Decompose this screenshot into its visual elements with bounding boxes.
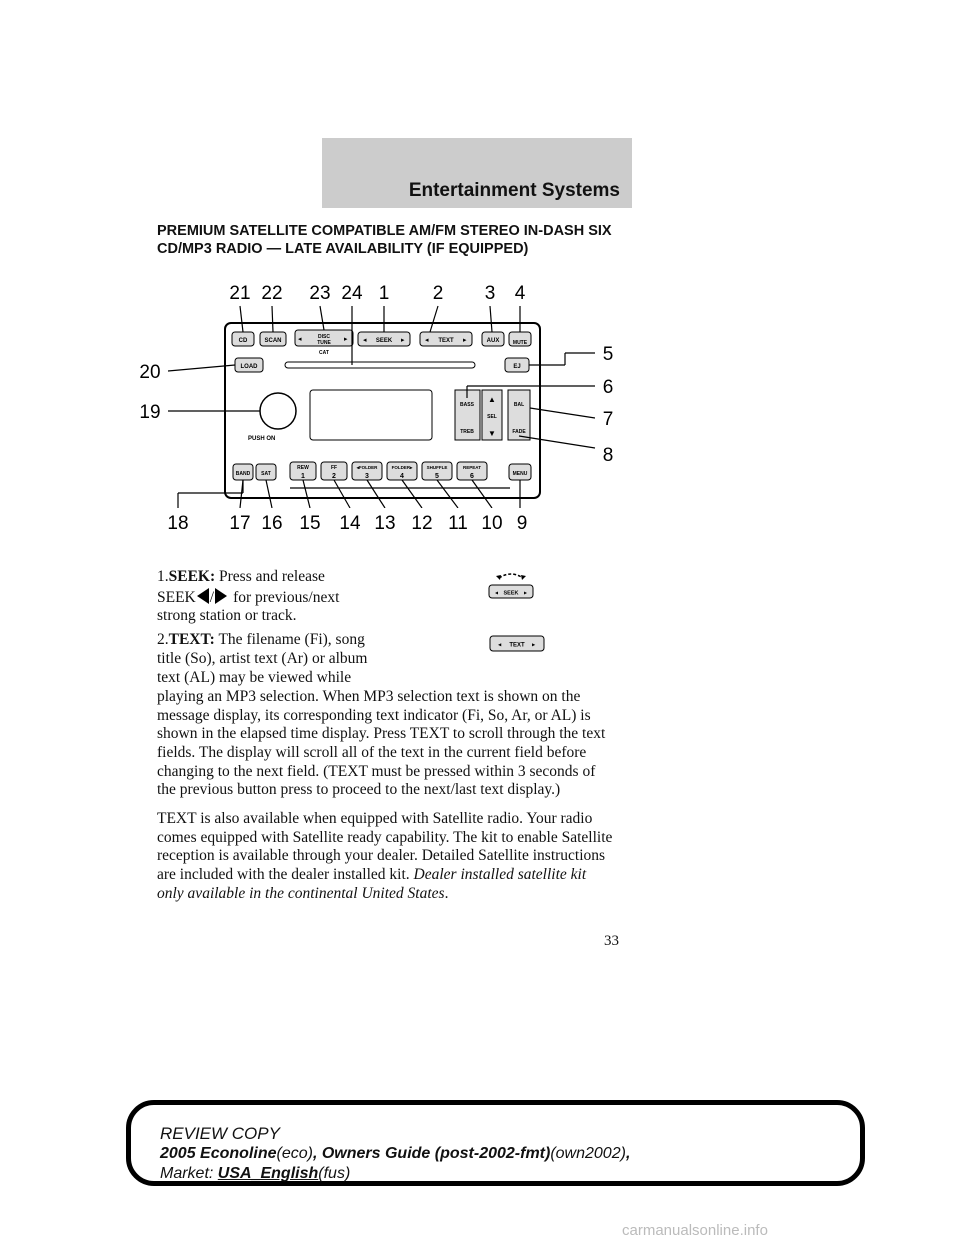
para3-line5-end: . <box>444 885 449 902</box>
callout-22: 22 <box>261 283 283 304</box>
item2-line7: fields. The display will scroll all of the text in the current field before <box>157 744 587 761</box>
callout-16: 16 <box>261 513 283 534</box>
footer-model-line <box>160 1145 630 1163</box>
svg-text:▸: ▸ <box>401 337 405 344</box>
svg-text:▸: ▸ <box>524 590 528 597</box>
disc-button: DISC <box>318 334 330 340</box>
item2-line4: playing an MP3 selection. When MP3 selection text is shown on the <box>157 688 581 705</box>
item2-line3: text (AL) may be viewed while <box>157 669 352 686</box>
para3-line2: comes equipped with Satellite ready capability. The kit to enable Satellite <box>157 829 613 846</box>
callout-6: 6 <box>602 377 614 398</box>
item1-slash: / <box>209 589 215 606</box>
section-heading-line1: PREMIUM SATELLITE COMPATIBLE AM/FM STEREO IN-DASH SIX <box>157 223 612 239</box>
para3-line5 <box>157 885 448 904</box>
callout-3: 3 <box>484 283 496 304</box>
item1-line2 <box>157 588 339 608</box>
seek-button-icon <box>487 570 535 600</box>
preset-1: 1 <box>301 473 305 480</box>
shuffle-label: SHUFFLE <box>426 465 448 470</box>
preset-6: 6 <box>470 473 474 480</box>
para3-line4 <box>157 866 586 885</box>
item2-line8: changing to the next field. (TEXT must be pressed within 3 seconds of <box>157 763 596 780</box>
callout-9: 9 <box>516 513 528 534</box>
cat-label: CAT <box>319 350 329 356</box>
push-on-label: PUSH ON <box>248 436 276 442</box>
text-button-icon <box>489 635 545 653</box>
eject-button: EJ <box>513 364 521 370</box>
svg-text:SEEK: SEEK <box>503 590 519 597</box>
header-band <box>322 138 632 208</box>
preset-5: 5 <box>435 473 439 480</box>
footer-guide-code: (own2002) <box>550 1145 626 1162</box>
section-heading <box>157 222 647 258</box>
svg-text:◂: ◂ <box>495 590 499 597</box>
callout-19: 19 <box>139 402 161 423</box>
footer-market: USA_English <box>217 1165 319 1182</box>
item1-line3: strong station or track. <box>157 607 297 624</box>
watermark-text: carmanualsonline.info <box>622 1222 768 1239</box>
item2-label: TEXT: <box>168 631 215 648</box>
callout-10: 10 <box>481 513 503 534</box>
callout-15: 15 <box>299 513 321 534</box>
svg-text:◂: ◂ <box>298 336 302 343</box>
callout-4: 4 <box>514 283 526 304</box>
ff-label: FF <box>330 465 338 471</box>
load-button: LOAD <box>240 364 258 370</box>
radio-faceplate-diagram <box>130 268 630 548</box>
footer-model-code: (eco) <box>276 1145 313 1162</box>
para3-line1: TEXT is also available when equipped with Satellite radio. Your radio <box>157 810 593 827</box>
svg-text:▸: ▸ <box>344 336 348 343</box>
text-button: TEXT <box>438 338 454 344</box>
preset-4: 4 <box>400 473 404 480</box>
callout-20: 20 <box>139 362 161 383</box>
callout-17: 17 <box>229 513 251 534</box>
bal-label: BAL <box>513 402 525 408</box>
folder-right-label: FOLDER▸ <box>391 465 413 470</box>
svg-text:▼: ▼ <box>488 429 496 438</box>
callout-7: 7 <box>602 409 614 430</box>
para3-line5-text: only available in the continental United States <box>157 885 445 902</box>
svg-text:◂: ◂ <box>425 337 429 344</box>
scan-button: SCAN <box>264 338 282 344</box>
tune-button: TUNE <box>317 340 331 346</box>
callout-11: 11 <box>448 513 468 534</box>
callout-23: 23 <box>309 283 331 304</box>
item2-number: 2. <box>157 631 169 648</box>
footer-market-line <box>160 1165 350 1183</box>
item1-line1 <box>157 568 325 587</box>
item1-text-a: Press and release <box>219 568 325 585</box>
preset-2: 2 <box>332 473 336 480</box>
item1-text-b: for previous/next <box>233 589 340 606</box>
footer-market-code: (fus) <box>318 1165 351 1182</box>
seek-forward-arrow-icon <box>215 588 227 604</box>
mute-button: MUTE <box>512 340 528 346</box>
bass-label: BASS <box>460 402 474 408</box>
svg-text:▸: ▸ <box>532 641 536 649</box>
section-title: Entertainment Systems <box>408 180 620 201</box>
callout-2: 2 <box>432 283 444 304</box>
callout-12: 12 <box>411 513 433 534</box>
section-heading-line2: CD/MP3 RADIO — LATE AVAILABILITY (IF EQUIPPED) <box>157 241 529 257</box>
item2-line1-text: The filename (Fi), song <box>218 631 365 648</box>
svg-text:◂: ◂ <box>498 641 502 649</box>
svg-text:TEXT: TEXT <box>509 642 525 649</box>
callout-13: 13 <box>374 513 396 534</box>
svg-text:▲: ▲ <box>488 395 496 404</box>
para3-line3: reception is available through your dealer. Detailed Satellite instructions <box>157 847 606 864</box>
item1-seek-word: SEEK <box>157 589 196 606</box>
sel-label: SEL <box>487 414 497 420</box>
callout-21: 21 <box>229 283 251 304</box>
page-number: 33 <box>604 933 619 949</box>
fade-label: FADE <box>512 429 526 435</box>
callout-14: 14 <box>339 513 361 534</box>
callout-8: 8 <box>602 445 614 466</box>
sat-button: SAT <box>261 471 271 477</box>
menu-button: MENU <box>512 471 528 477</box>
svg-text:◂: ◂ <box>363 337 367 344</box>
svg-text:▸: ▸ <box>463 337 467 344</box>
footer-review-copy: REVIEW COPY <box>160 1124 280 1143</box>
item2-line9: the previous button press to proceed to the next/last text display.) <box>157 781 561 798</box>
para3-line4b: Dealer installed satellite kit <box>413 866 587 883</box>
repeat-label: REPEAT <box>463 465 481 470</box>
footer-guide: , Owners Guide (post-2002-fmt) <box>312 1145 551 1162</box>
footer-comma: , <box>625 1145 631 1162</box>
treb-label: TREB <box>460 429 474 435</box>
folder-left-label: ◂FOLDER <box>356 465 378 470</box>
callout-24: 24 <box>341 283 363 304</box>
item2-line5: message display, its corresponding text indicator (Fi, So, Ar, or AL) is <box>157 707 591 724</box>
preset-3: 3 <box>365 473 369 480</box>
footer-model: 2005 Econoline <box>160 1145 277 1162</box>
item1-number: 1. <box>157 568 169 585</box>
cd-button: CD <box>238 338 248 344</box>
aux-button: AUX <box>486 338 500 344</box>
callout-1: 1 <box>378 283 390 304</box>
callout-5: 5 <box>602 344 614 365</box>
para3-line4a: are included with the dealer installed kit. <box>157 866 410 883</box>
item2-line2: title (So), artist text (Ar) or album <box>157 650 368 667</box>
seek-button: SEEK <box>375 338 393 344</box>
item2-line6: shown in the elapsed time display. Press TEXT to scroll through the text <box>157 725 606 742</box>
callout-18: 18 <box>167 513 189 534</box>
item1-label: SEEK: <box>168 568 216 585</box>
rew-label: REW <box>297 465 309 471</box>
band-button: BAND <box>235 471 251 477</box>
seek-back-arrow-icon <box>197 588 209 604</box>
item2-line1 <box>157 631 365 650</box>
footer-market-label: Market: <box>160 1165 214 1182</box>
